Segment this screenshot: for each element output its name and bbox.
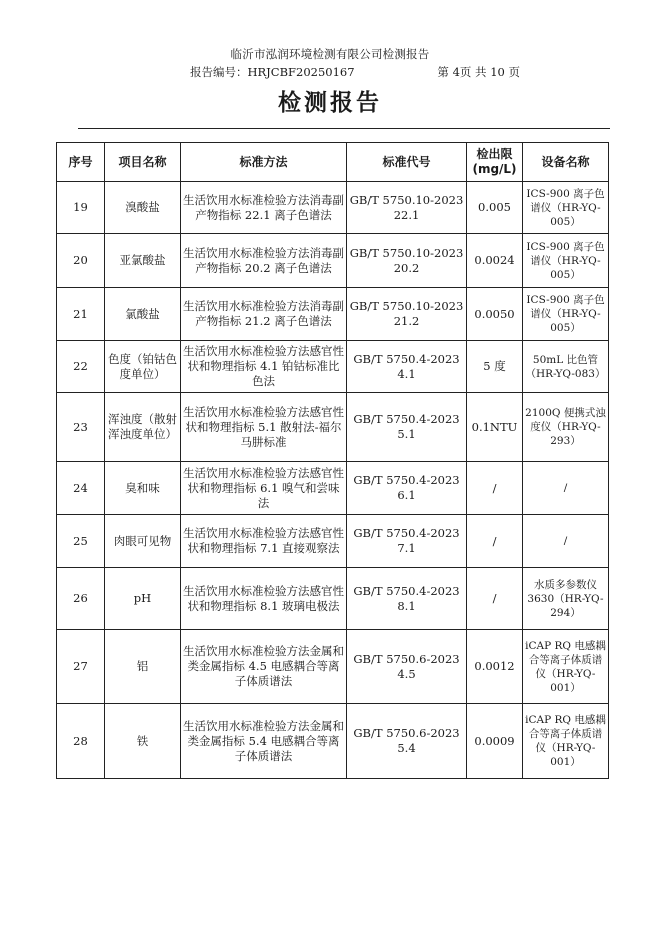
table-row [57,462,609,515]
test-method-table [56,142,609,779]
cell-item: 亚氯酸盐 [105,234,181,288]
cell-item: 肉眼可见物 [105,515,181,568]
cell-code: GB/T 5750.10-2023 20.2 [347,234,467,288]
cell-method: 生活饮用水标准检验方法消毒副产物指标 20.2 离子色谱法 [181,234,347,288]
cell-method: 生活饮用水标准检验方法消毒副产物指标 21.2 离子色谱法 [181,288,347,341]
cell-no: 24 [57,462,105,515]
cell-equipment: iCAP RQ 电感耦合等离子体质谱仪（HR-YQ-001） [523,630,609,704]
title-divider [78,128,610,129]
cell-limit: 0.0024 [467,234,523,288]
cell-item: 铝 [105,630,181,704]
cell-limit: / [467,462,523,515]
cell-code: GB/T 5750.10-2023 22.1 [347,182,467,234]
cell-equipment: ICS-900 离子色谱仪（HR-YQ-005） [523,288,609,341]
cell-no: 27 [57,630,105,704]
cell-limit: 0.0012 [467,630,523,704]
col-header-equipment: 设备名称 [523,143,609,182]
cell-no: 23 [57,393,105,462]
cell-limit: 0.005 [467,182,523,234]
cell-method: 生活饮用水标准检验方法金属和类金属指标 4.5 电感耦合等离子体质谱法 [181,630,347,704]
cell-limit: / [467,515,523,568]
cell-code: GB/T 5750.10-2023 21.2 [347,288,467,341]
cell-code: GB/T 5750.4-2023 7.1 [347,515,467,568]
cell-limit: 0.0009 [467,704,523,779]
table-row [57,630,609,704]
cell-code: GB/T 5750.4-2023 4.1 [347,341,467,393]
page-info: 第 4页 共 10 页 [437,65,520,79]
cell-no: 26 [57,568,105,630]
cell-method: 生活饮用水标准检验方法金属和类金属指标 5.4 电感耦合等离子体质谱法 [181,704,347,779]
cell-code: GB/T 5750.4-2023 8.1 [347,568,467,630]
cell-method: 生活饮用水标准检验方法消毒副产物指标 22.1 离子色谱法 [181,182,347,234]
table-row [57,515,609,568]
cell-item: 铁 [105,704,181,779]
cell-equipment: ICS-900 离子色谱仪（HR-YQ-005） [523,234,609,288]
table-row [57,704,609,779]
cell-no: 25 [57,515,105,568]
cell-method: 生活饮用水标准检验方法感官性状和物理指标 6.1 嗅气和尝味法 [181,462,347,515]
col-header-limit: 检出限(mg/L) [467,143,523,182]
col-header-item: 项目名称 [105,143,181,182]
document-title: 检测报告 [278,90,382,116]
cell-item: pH [105,568,181,630]
cell-item: 臭和味 [105,462,181,515]
table-row [57,393,609,462]
cell-method: 生活饮用水标准检验方法感官性状和物理指标 5.1 散射法-福尔马肼标准 [181,393,347,462]
cell-no: 22 [57,341,105,393]
col-header-code: 标准代号 [347,143,467,182]
table-row [57,182,609,234]
cell-item: 溴酸盐 [105,182,181,234]
cell-code: GB/T 5750.6-2023 4.5 [347,630,467,704]
cell-limit: 5 度 [467,341,523,393]
cell-equipment: / [523,462,609,515]
cell-item: 氯酸盐 [105,288,181,341]
cell-equipment: 水质多参数仪 3630（HR-YQ-294） [523,568,609,630]
table-row [57,234,609,288]
cell-equipment: 2100Q 便携式浊度仪（HR-YQ-293） [523,393,609,462]
cell-no: 21 [57,288,105,341]
cell-code: GB/T 5750.4-2023 6.1 [347,462,467,515]
col-header-no: 序号 [57,143,105,182]
cell-no: 20 [57,234,105,288]
cell-item: 浑浊度（散射浑浊度单位） [105,393,181,462]
cell-equipment: ICS-900 离子色谱仪（HR-YQ-005） [523,182,609,234]
table-row [57,288,609,341]
cell-method: 生活饮用水标准检验方法感官性状和物理指标 7.1 直接观察法 [181,515,347,568]
cell-item: 色度（铂钴色度单位） [105,341,181,393]
cell-method: 生活饮用水标准检验方法感官性状和物理指标 8.1 玻璃电极法 [181,568,347,630]
col-header-method: 标准方法 [181,143,347,182]
table-header-row [57,143,609,182]
cell-code: GB/T 5750.4-2023 5.1 [347,393,467,462]
cell-no: 19 [57,182,105,234]
cell-equipment: / [523,515,609,568]
cell-no: 28 [57,704,105,779]
table-row [57,341,609,393]
table-row [57,568,609,630]
cell-equipment: iCAP RQ 电感耦合等离子体质谱仪（HR-YQ-001） [523,704,609,779]
cell-method: 生活饮用水标准检验方法感官性状和物理指标 4.1 铂钴标准比色法 [181,341,347,393]
cell-code: GB/T 5750.6-2023 5.4 [347,704,467,779]
cell-limit: 0.0050 [467,288,523,341]
cell-limit: / [467,568,523,630]
report-number: 报告编号：HRJCBF20250167 [190,65,355,79]
company-header: 临沂市泓润环境检测有限公司检测报告 [230,47,430,61]
cell-equipment: 50mL 比色管（HR-YQ-083） [523,341,609,393]
cell-limit: 0.1NTU [467,393,523,462]
